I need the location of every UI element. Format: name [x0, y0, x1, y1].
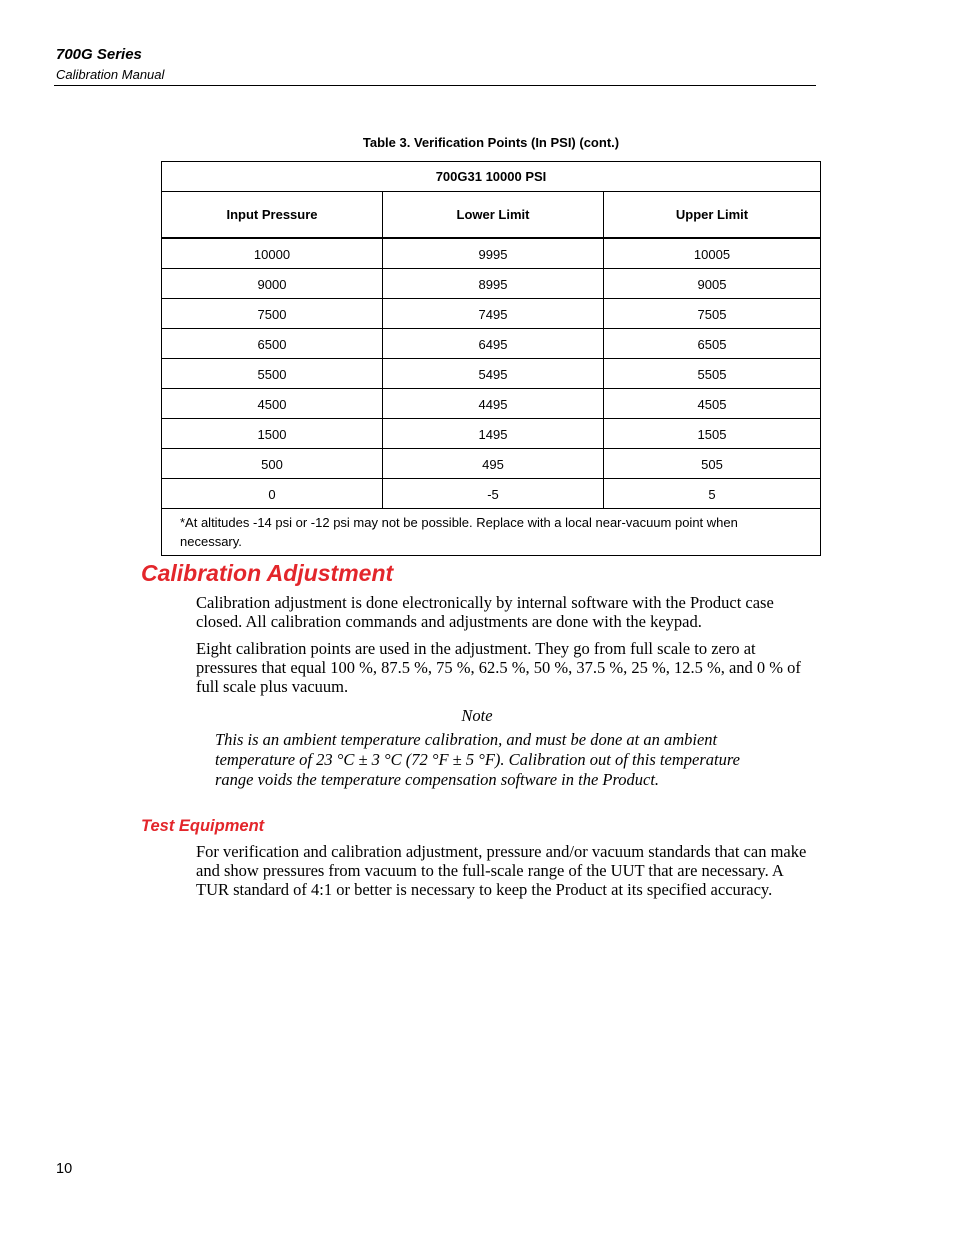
section-title: Calibration Adjustment — [141, 560, 394, 586]
table-cell: 1495 — [383, 419, 604, 449]
table-cell: 495 — [383, 449, 604, 479]
table-cell: 5500 — [162, 359, 383, 389]
table-cell: 9000 — [162, 269, 383, 299]
table-row — [162, 359, 821, 389]
table-footnote-row — [162, 509, 821, 556]
table-cell: -5 — [383, 479, 604, 509]
paragraph-test-equipment: For verification and calibration adjustment, pressure and/or vacuum standards that can make and show pressures from vacuum to the full-scale range of the UUT that are necessary. A TUR standard of 4:1 or better is necessary to keep the Product at its specified accuracy. — [196, 842, 807, 899]
table-cell: 5495 — [383, 359, 604, 389]
table-cell: 7500 — [162, 299, 383, 329]
note-label: Note — [461, 706, 493, 725]
table-cell: 500 — [162, 449, 383, 479]
table-cell: 4495 — [383, 389, 604, 419]
document-series-title: 700G Series — [56, 46, 142, 63]
table-cell: 1500 — [162, 419, 383, 449]
subsection-title: Test Equipment — [141, 817, 265, 835]
table-row — [162, 389, 821, 419]
table-cell: 4500 — [162, 389, 383, 419]
page-number: 10 — [56, 1161, 73, 1177]
table-cell: 9995 — [383, 238, 604, 269]
column-header-lower-limit: Lower Limit — [383, 192, 604, 239]
header-rule — [54, 85, 816, 86]
table-cell: 4505 — [604, 389, 821, 419]
table-cell: 6500 — [162, 329, 383, 359]
table-header-row — [162, 192, 821, 239]
column-header-upper-limit: Upper Limit — [604, 192, 821, 239]
table-cell: 8995 — [383, 269, 604, 299]
verification-table — [161, 161, 821, 556]
table-cell: 9005 — [604, 269, 821, 299]
table-row — [162, 449, 821, 479]
table-row — [162, 299, 821, 329]
document-manual-title: Calibration Manual — [56, 67, 165, 82]
table-cell: 6495 — [383, 329, 604, 359]
table-cell: 5505 — [604, 359, 821, 389]
table-row — [162, 238, 821, 269]
table-cell: 10005 — [604, 238, 821, 269]
table-cell: 0 — [162, 479, 383, 509]
table-cell: 7495 — [383, 299, 604, 329]
note-text: This is an ambient temperature calibration, and must be done at an ambient temperature of 23 °C ± 3 °C (72 °F ± 5 °F). Calibration out of this temperature range voids the temperature compensation software in the Product. — [215, 730, 740, 789]
column-header-input-pressure: Input Pressure — [162, 192, 383, 239]
table-row — [162, 479, 821, 509]
table-cell: 7505 — [604, 299, 821, 329]
table-cell: 10000 — [162, 238, 383, 269]
table-row — [162, 419, 821, 449]
table-model-row — [162, 162, 821, 192]
table-cell: 6505 — [604, 329, 821, 359]
table-row — [162, 329, 821, 359]
table-footnote: *At altitudes -14 psi or -12 psi may not be possible. Replace with a local near-vacuum point when necessary. — [162, 509, 821, 556]
table-model-header: 700G31 10000 PSI — [162, 162, 821, 192]
table-caption: Table 3. Verification Points (In PSI) (cont.) — [362, 135, 620, 150]
table-row — [162, 269, 821, 299]
table-cell: 1505 — [604, 419, 821, 449]
table-cell: 505 — [604, 449, 821, 479]
paragraph-calibration-points: Eight calibration points are used in the adjustment. They go from full scale to zero at pressures that equal 100 %, 87.5 %, 75 %, 62.5 %, 50 %, 37.5 %, 25 %, 12.5 %, and 0 % of full scale plus vacuum. — [196, 639, 801, 696]
paragraph-calibration-intro: Calibration adjustment is done electronically by internal software with the Product case closed. All calibration commands and adjustments are done with the keypad. — [196, 593, 774, 631]
table-cell: 5 — [604, 479, 821, 509]
